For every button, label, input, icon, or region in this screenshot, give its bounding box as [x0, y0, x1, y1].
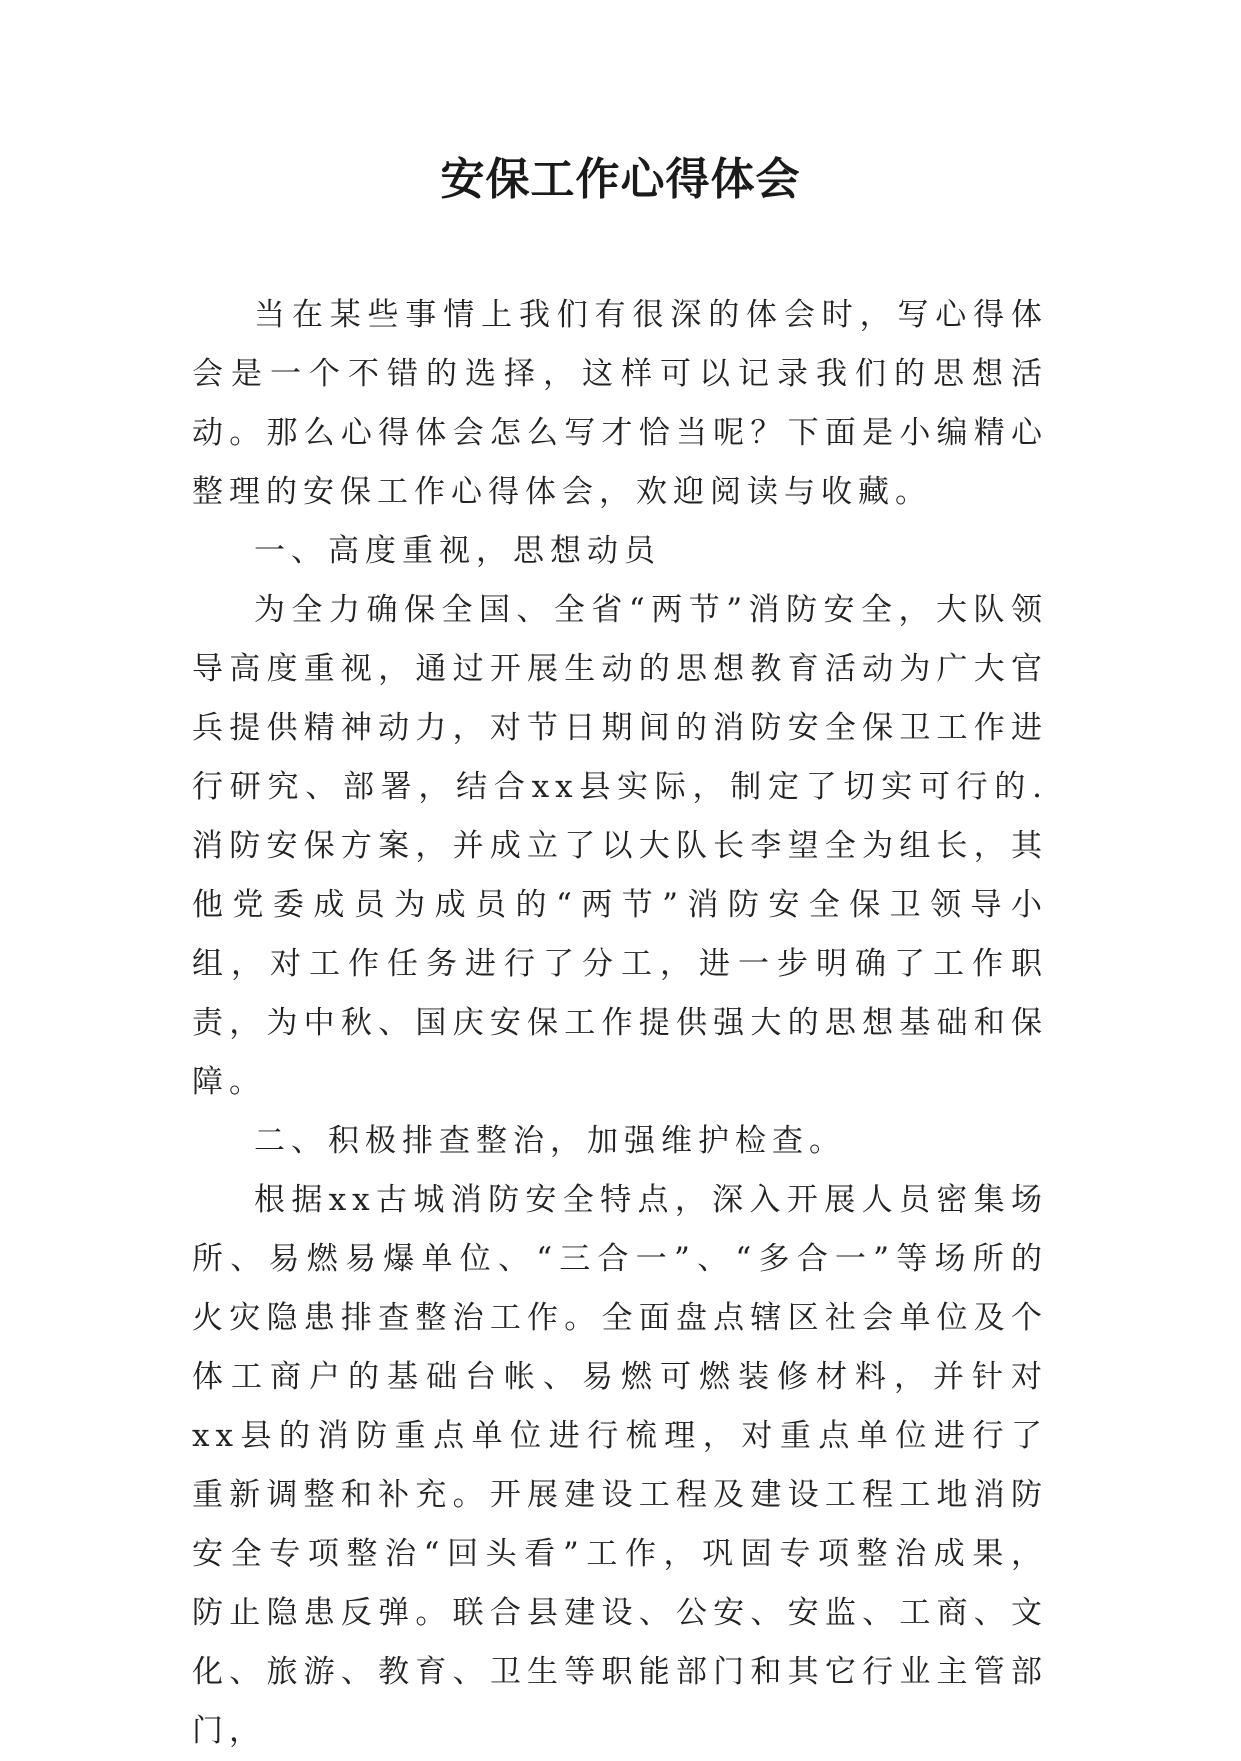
- document-title: 安保工作心得体会: [440, 154, 801, 205]
- document-body: [192, 286, 1048, 1761]
- section-1-paragraph: 为全力确保全国、全省“两节”消防安全，大队领导高度重视，通过开展生动的思想教育活动为广大官兵提供精神动力，对节日期间的消防安全保卫工作进行研究、部署，结合xx县实际，制定了切实可行的.消防安保方案，并成立了以大队长李望全为组长，其他党委成员为成员的“两节”消防安全保卫领导小组，对工作任务进行了分工，进一步明确了工作职责，为中秋、国庆安保工作提供强大的思想基础和保障。: [192, 592, 1048, 1100]
- intro-paragraph: 当在某些事情上我们有很深的体会时，写心得体会是一个不错的选择，这样可以记录我们的思想活动。那么心得体会怎么写才恰当呢？下面是小编精心整理的安保工作心得体会，欢迎阅读与收藏。: [192, 297, 1048, 510]
- section-heading-1: 一、高度重视，思想动员: [254, 533, 661, 569]
- section-heading-2: 二、积极排查整治，加强维护检查。: [254, 1123, 846, 1159]
- section-2-paragraph: 根据xx古城消防安全特点，深入开展人员密集场所、易燃易爆单位、“三合一”、“多合一”等场所的火灾隐患排查整治工作。全面盘点辖区社会单位及个体工商户的基础台帐、易燃可燃装修材料，并针对xx县的消防重点单位进行梳理，对重点单位进行了重新调整和补充。开展建设工程及建设工程工地消防安全专项整治“回头看”工作，巩固专项整治成果，防止隐患反弹。联合县建设、公安、安监、工商、文化、旅游、教育、卫生等职能部门和其它行业主管部门，: [192, 1182, 1048, 1749]
